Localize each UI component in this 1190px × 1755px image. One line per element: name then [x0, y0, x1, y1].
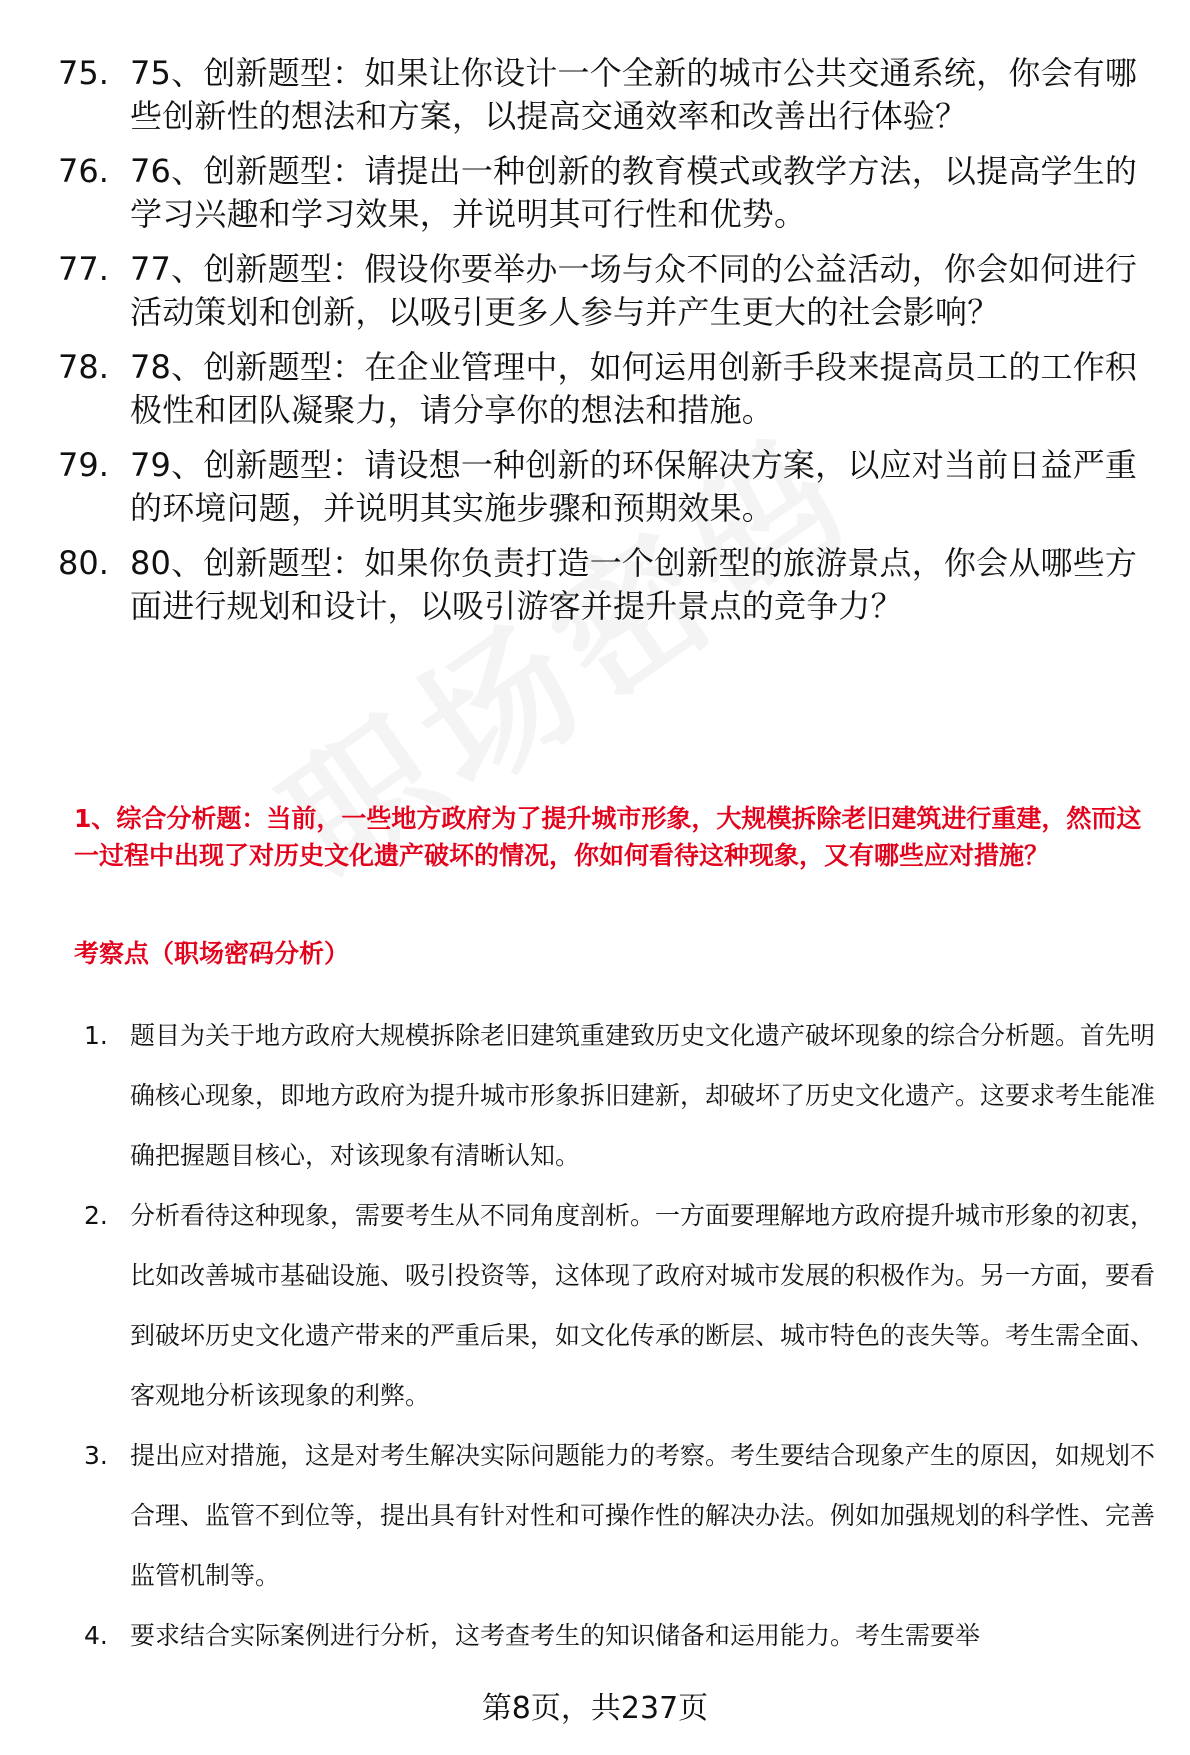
list-item	[58, 346, 1158, 432]
list-item	[58, 52, 1158, 138]
question-number: 75.	[58, 54, 109, 92]
question-number: 80.	[58, 544, 109, 582]
question-number: 79.	[58, 446, 109, 484]
page-footer: 第8页，共237页	[481, 1691, 709, 1726]
point-text: 题目为关于地方政府大规模拆除老旧建筑重建致历史文化遗产破坏现象的综合分析题。首先明确核心现象，即地方政府为提升城市形象拆旧建新，却破坏了历史文化遗产。这要求考生能准确把握题目核心，对该现象有清晰认知。	[130, 1021, 1156, 1170]
question-text: 78、创新题型：在企业管理中，如何运用创新手段来提高员工的工作积极性和团队凝聚力，请分享你的想法和措施。	[130, 348, 1138, 429]
question-text: 75、创新题型：如果让你设计一个全新的城市公共交通系统，你会有哪些创新性的想法和方案，以提高交通效率和改善出行体验？	[130, 54, 1138, 135]
point-text: 提出应对措施，这是对考生解决实际问题能力的考察。考生要结合现象产生的原因，如规划不合理、监管不到位等，提出具有针对性和可操作性的解决办法。例如加强规划的科学性、完善监管机制等。	[130, 1441, 1156, 1590]
exam-points-heading: 考察点（职场密码分析）	[74, 939, 350, 968]
point-text: 要求结合实际案例进行分析，这考查考生的知识储备和运用能力。考生需要举	[130, 1621, 981, 1650]
list-item	[58, 248, 1158, 334]
question-text: 79、创新题型：请设想一种创新的环保解决方案，以应对当前日益严重的环境问题，并说明其实施步骤和预期效果。	[130, 446, 1138, 527]
list-item	[58, 150, 1158, 236]
list-item	[58, 542, 1158, 628]
list-item	[84, 1186, 1159, 1426]
list-item	[84, 1606, 1159, 1666]
list-item	[58, 444, 1158, 530]
point-text: 分析看待这种现象，需要考生从不同角度剖析。一方面要理解地方政府提升城市形象的初衷，比如改善城市基础设施、吸引投资等，这体现了政府对城市发展的积极作为。另一方面，要看到破坏历史文化遗产带来的严重后果，如文化传承的断层、城市特色的丧失等。考生需全面、客观地分析该现象的利弊。	[130, 1201, 1156, 1410]
question-number: 78.	[58, 348, 109, 386]
point-number: 1.	[84, 1021, 108, 1050]
question-number: 76.	[58, 152, 109, 190]
question-text: 77、创新题型：假设你要举办一场与众不同的公益活动，你会如何进行活动策划和创新，以吸引更多人参与并产生更大的社会影响？	[130, 250, 1138, 331]
point-number: 4.	[84, 1621, 108, 1650]
question-list	[58, 52, 1158, 640]
point-number: 3.	[84, 1441, 108, 1470]
question-number: 77.	[58, 250, 109, 288]
question-text: 80、创新题型：如果你负责打造一个创新型的旅游景点，你会从哪些方面进行规划和设计，以吸引游客并提升景点的竞争力？	[130, 544, 1138, 625]
point-number: 2.	[84, 1201, 108, 1230]
list-item	[84, 1006, 1159, 1186]
list-item	[84, 1426, 1159, 1606]
exam-points-list	[84, 1006, 1159, 1666]
analysis-question-title: 1、综合分析题：当前，一些地方政府为了提升城市形象，大规模拆除老旧建筑进行重建，然而这一过程中出现了对历史文化遗产破坏的情况，你如何看待这种现象，又有哪些应对措施？	[74, 804, 1142, 870]
question-text: 76、创新题型：请提出一种创新的教育模式或教学方法，以提高学生的学习兴趣和学习效果，并说明其可行性和优势。	[130, 152, 1138, 233]
